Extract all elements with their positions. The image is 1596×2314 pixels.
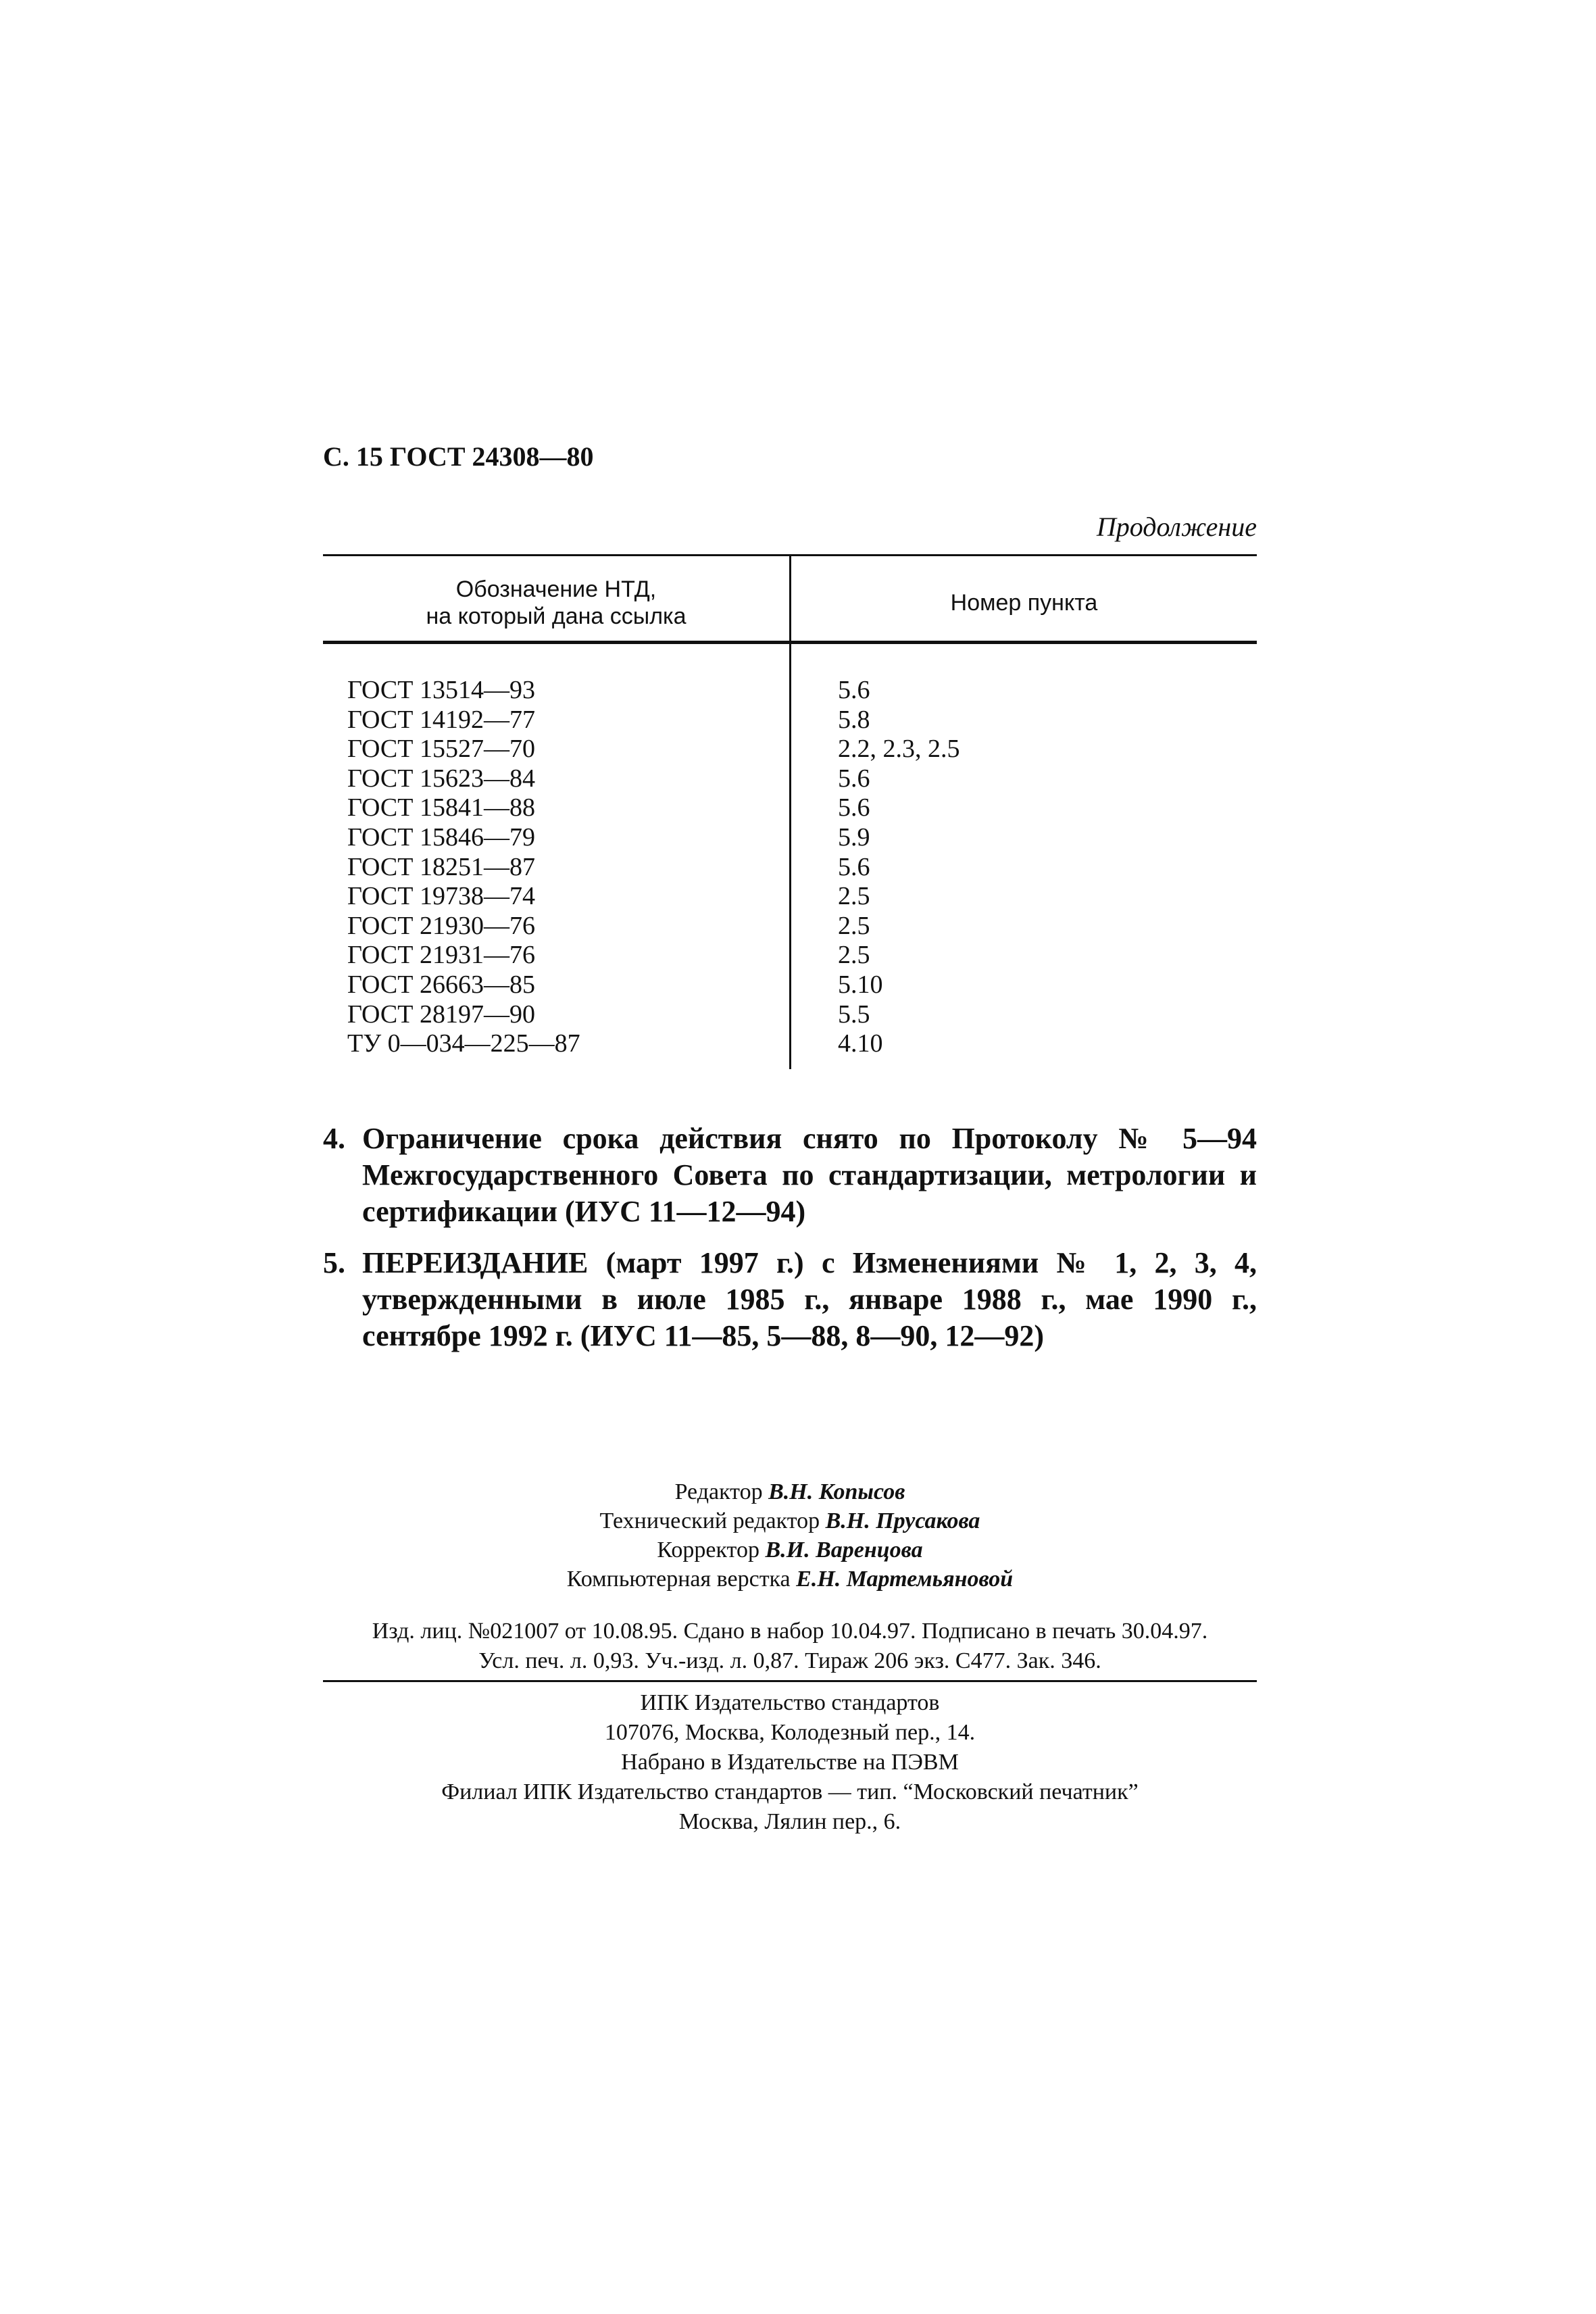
column-header-document-line2: на который дана ссылка <box>426 604 687 629</box>
cell-document: ГОСТ 14192—77 <box>347 705 535 734</box>
table-row <box>347 882 1257 912</box>
credit-layout: Компьютерная верстка Е.Н. Мартемьяновой <box>566 1567 1014 1592</box>
list-item-4 <box>323 1121 1257 1230</box>
cell-document: ГОСТ 21931—76 <box>347 941 535 970</box>
list-item-text: Ограничение срока действия снято по Протоколу № 5—94 Межгосударственного Совета по стандартизации, метрологии и сертификации (ИУС 11—12—94) <box>362 1122 1257 1228</box>
table-row <box>347 793 1257 823</box>
list-item-number: 4. <box>323 1122 345 1155</box>
table-row <box>347 1029 1257 1059</box>
printer-info <box>323 1688 1257 1837</box>
cell-clause: 5.10 <box>838 970 883 999</box>
table-row <box>347 706 1257 735</box>
cell-clause: 5.9 <box>838 822 870 852</box>
cell-document: ГОСТ 15846—79 <box>347 822 535 852</box>
credit-proofreader: Корректор В.И. Варенцова <box>657 1537 923 1562</box>
imprint-divider <box>323 1680 1257 1682</box>
cell-document: ГОСТ 21930—76 <box>347 911 535 940</box>
table-row <box>347 970 1257 1000</box>
printer-line-1: ИПК Издательство стандартов <box>640 1690 940 1715</box>
cell-document: ГОСТ 15527—70 <box>347 735 535 764</box>
cell-clause: 2.5 <box>838 911 870 940</box>
column-header-clause: Номер пункта <box>950 590 1098 616</box>
printer-line-4: Филиал ИПК Издательство стандартов — тип. “Московский печатник” <box>441 1779 1139 1804</box>
cell-document: ГОСТ 28197—90 <box>347 1000 535 1029</box>
continuation-label: Продолжение <box>1096 512 1257 542</box>
cell-document: ГОСТ 15623—84 <box>347 764 535 793</box>
table-body <box>347 676 1257 1059</box>
cell-document: ГОСТ 26663—85 <box>347 970 535 999</box>
cell-document: ТУ 0—034—225—87 <box>347 1029 580 1058</box>
cell-document: ГОСТ 19738—74 <box>347 882 535 911</box>
printer-line-3: Набрано в Издательстве на ПЭВМ <box>621 1750 959 1775</box>
printer-line-2: 107076, Москва, Колодезный пер., 14. <box>604 1720 976 1745</box>
cell-document: ГОСТ 15841—88 <box>347 793 535 822</box>
list-item-5 <box>323 1245 1257 1354</box>
table-row <box>347 735 1257 764</box>
cell-clause: 5.5 <box>838 1000 870 1029</box>
cell-clause: 2.2, 2.3, 2.5 <box>838 735 960 764</box>
cell-clause: 5.6 <box>838 764 870 793</box>
list-item-text: ПЕРЕИЗДАНИЕ (март 1997 г.) с Изменениями № 1, 2, 3, 4, утвержденными в июле 1985 г., январе 1988 г., мае 1990 г., сентябре 1992 г. (ИУС 11—85, 5—88, 8—90, 12—92) <box>362 1246 1257 1352</box>
printer-line-5: Москва, Лялин пер., 6. <box>678 1809 901 1834</box>
table-row <box>347 823 1257 853</box>
cell-clause: 5.6 <box>838 852 870 881</box>
reference-table <box>323 554 1257 1069</box>
table-row <box>347 676 1257 706</box>
credit-editor: Редактор В.Н. Копысов <box>674 1479 905 1504</box>
table-row <box>347 1000 1257 1030</box>
table-row <box>347 853 1257 883</box>
publication-line-2: Усл. печ. л. 0,93. Уч.-изд. л. 0,87. Тираж 206 экз. С477. Зак. 346. <box>478 1648 1101 1673</box>
cell-document: ГОСТ 13514—93 <box>347 676 535 704</box>
credits-block <box>323 1477 1257 1594</box>
list-item-number: 5. <box>323 1246 345 1279</box>
table-row <box>347 912 1257 941</box>
publication-line-1: Изд. лиц. №021007 от 10.08.95. Сдано в набор 10.04.97. Подписано в печать 30.04.97. <box>372 1619 1208 1644</box>
cell-clause: 5.6 <box>838 676 870 704</box>
cell-clause: 2.5 <box>838 882 870 911</box>
cell-clause: 5.8 <box>838 705 870 734</box>
table-row <box>347 941 1257 970</box>
publication-info <box>323 1617 1257 1676</box>
column-header-document <box>323 576 789 630</box>
cell-clause: 2.5 <box>838 941 870 970</box>
page-header: С. 15 ГОСТ 24308—80 <box>323 441 594 472</box>
credit-tech-editor: Технический редактор В.Н. Прусакова <box>599 1508 980 1533</box>
cell-document: ГОСТ 18251—87 <box>347 852 535 881</box>
cell-clause: 4.10 <box>838 1029 883 1058</box>
table-row <box>347 764 1257 794</box>
cell-clause: 5.6 <box>838 793 870 822</box>
column-header-document-line1: Обозначение НТД, <box>455 576 657 602</box>
